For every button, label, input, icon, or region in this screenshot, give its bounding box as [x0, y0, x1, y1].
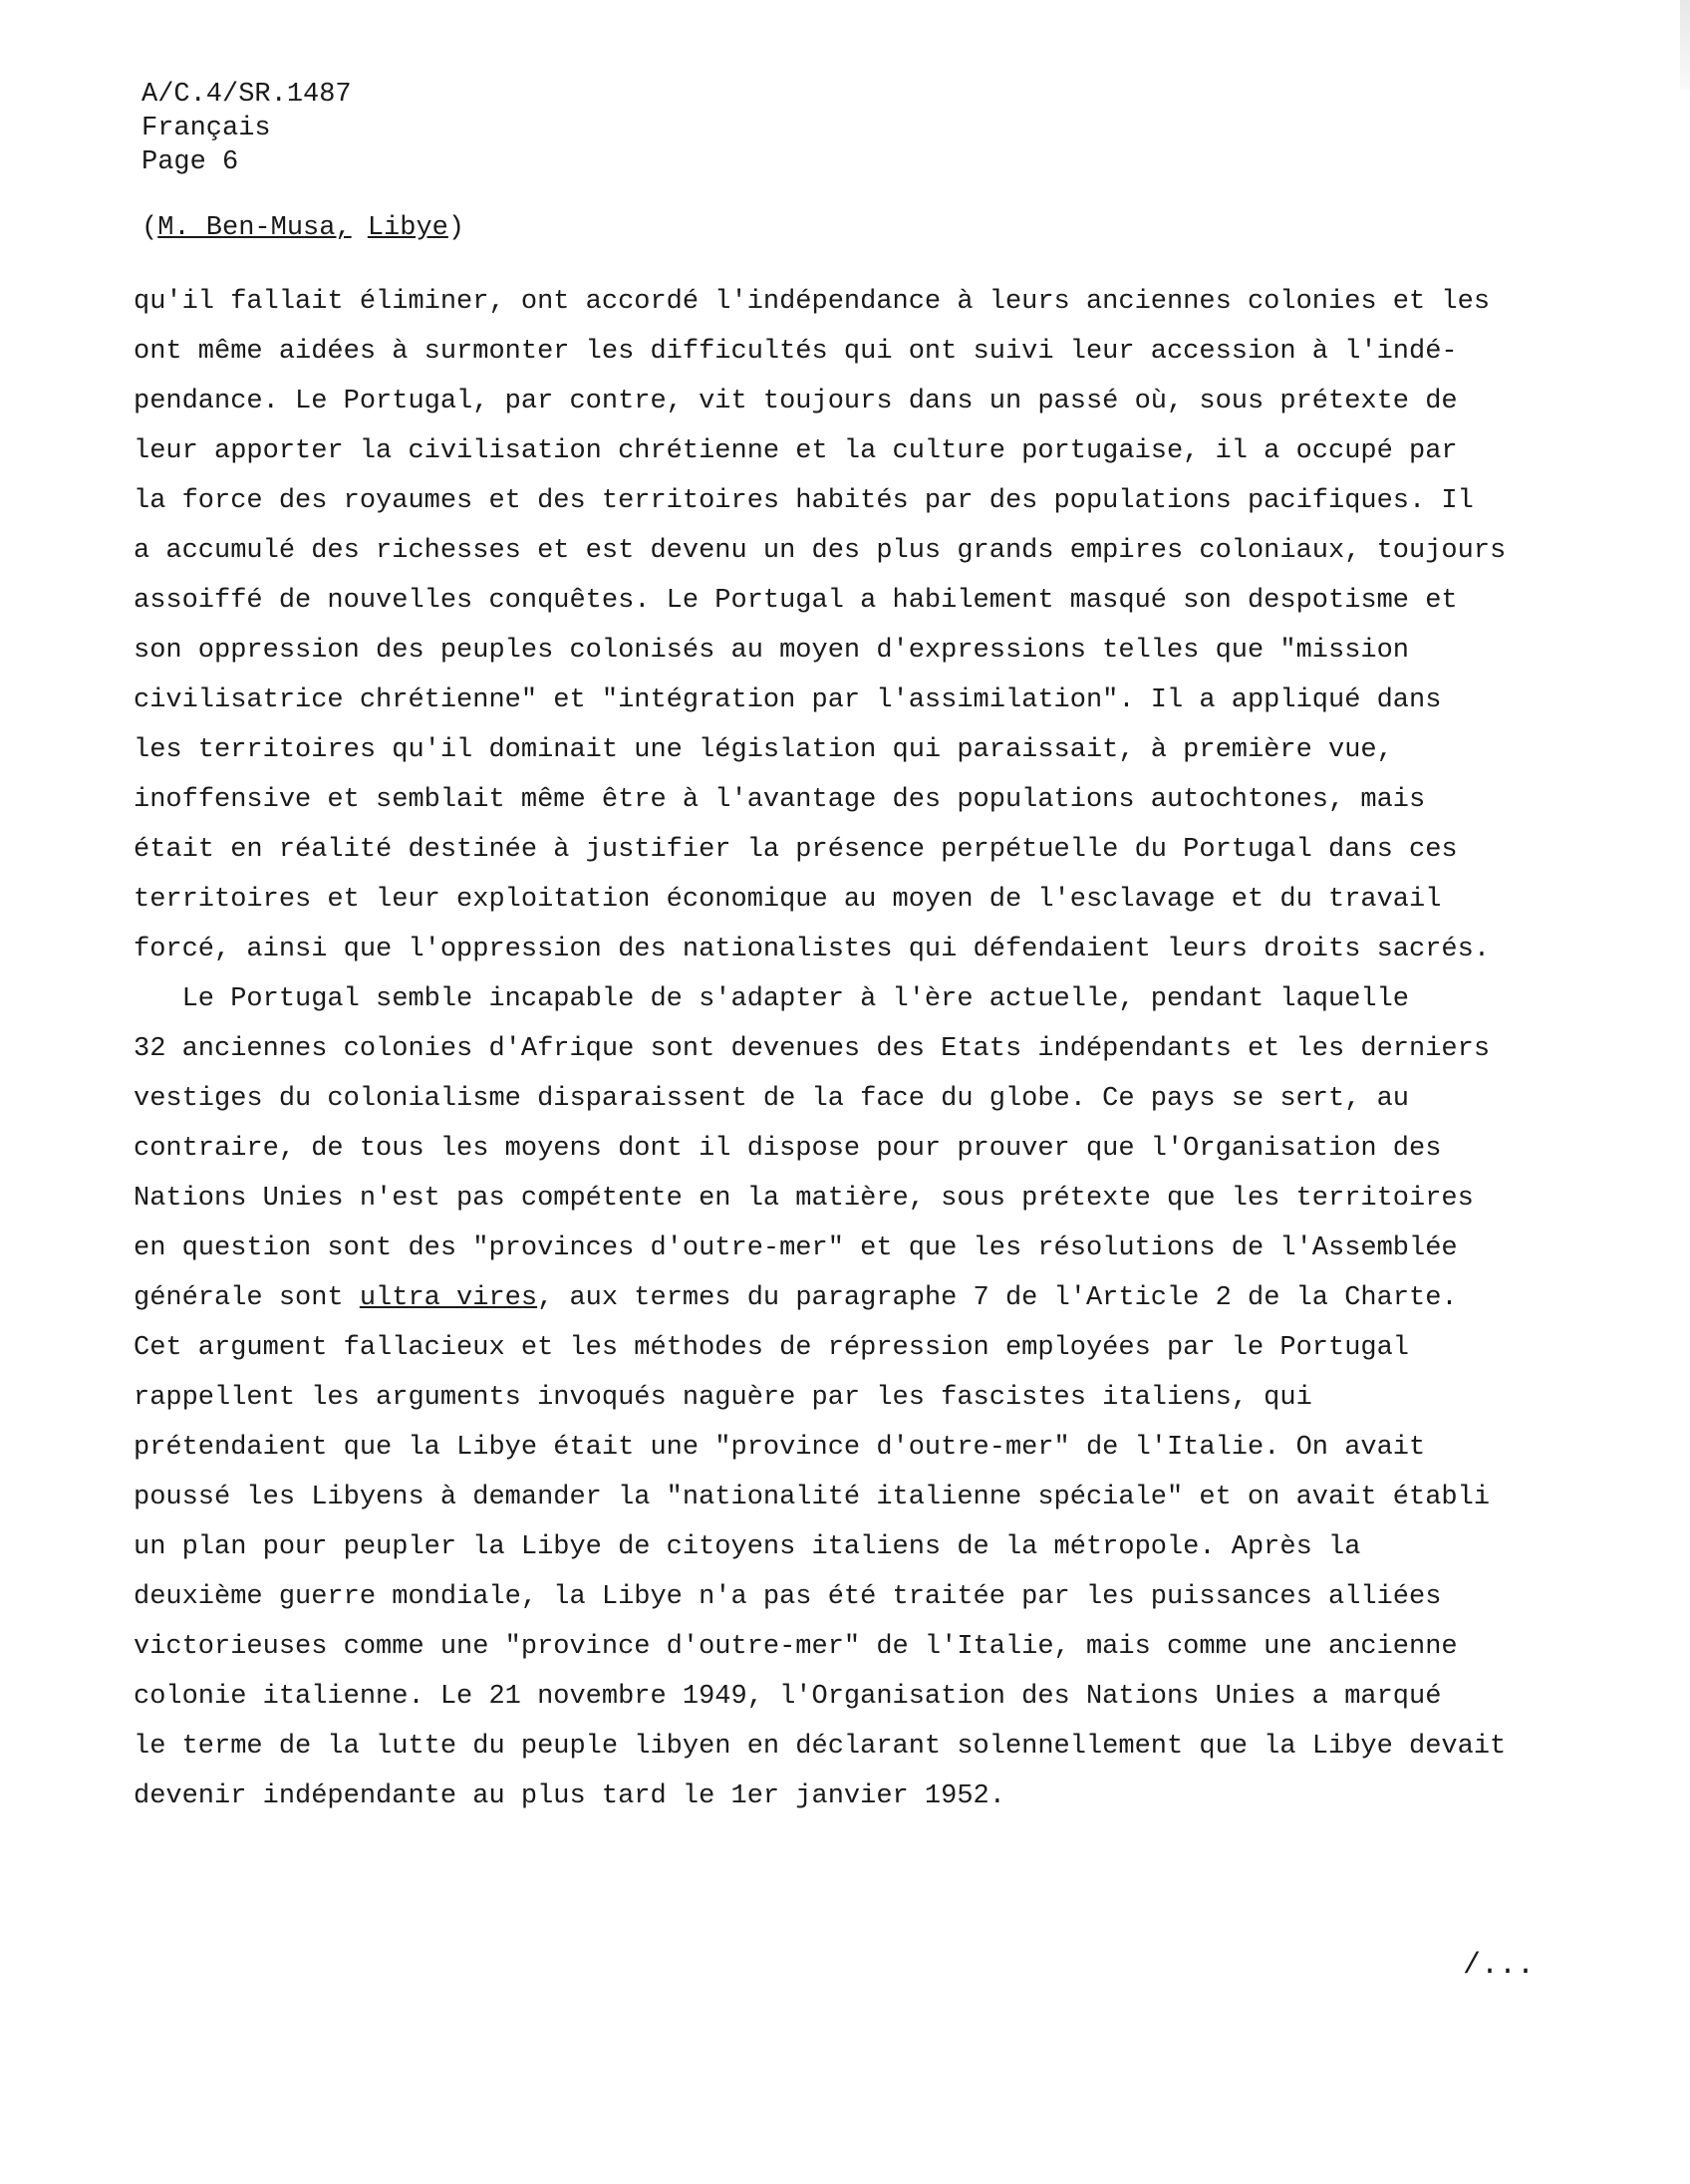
body-text	[134, 277, 1558, 1821]
text-line: Nations Unies n'est pas compétente en la matière, sous prétexte que les territoires	[134, 1184, 1474, 1214]
text-line: poussé les Libyens à demander la "nationalité italienne spéciale" et on avait établi	[134, 1483, 1491, 1512]
text-line: a accumulé des richesses et est devenu un des plus grands empires coloniaux, toujours	[134, 536, 1507, 566]
text-line: qu'il fallait éliminer, ont accordé l'indépendance à leurs anciennes colonies et les	[134, 287, 1491, 317]
scan-speck	[1680, 0, 1690, 90]
text-line: colonie italienne. Le 21 novembre 1949, l'Organisation des Nations Unies a marqué	[134, 1682, 1442, 1712]
text-line: inoffensive et semblait même être à l'avantage des populations autochtones, mais	[134, 785, 1426, 815]
text-line: le terme de la lutte du peuple libyen en déclarant solennellement que la Libye devait	[134, 1732, 1507, 1762]
text-line: pendance. Le Portugal, par contre, vit toujours dans un passé où, sous prétexte de	[134, 387, 1458, 416]
text-line: assoiffé de nouvelles conquêtes. Le Portugal a habilement masqué son despotisme et	[134, 586, 1458, 616]
text-line: deuxième guerre mondiale, la Libye n'a pas été traitée par les puissances alliées	[134, 1582, 1442, 1612]
text-fragment: , aux termes du paragraphe 7 de l'Article 2 de la Charte.	[537, 1283, 1458, 1313]
text-line: en question sont des "provinces d'outre-mer" et que les résolutions de l'Assemblée	[134, 1233, 1458, 1263]
speaker-close-paren: )	[447, 213, 465, 243]
continuation-mark: /...	[1463, 1949, 1536, 1983]
text-line: victorieuses comme une "province d'outre-mer" de l'Italie, mais comme une ancienne	[134, 1632, 1458, 1662]
text-line: forcé, ainsi que l'oppression des nationalistes qui défendaient leurs droits sacrés.	[134, 935, 1491, 964]
speaker-country: Libye	[367, 213, 448, 243]
text-line: Le Portugal semble incapable de s'adapter à l'ère actuelle, pendant laquelle	[134, 984, 1410, 1014]
text-line: ont même aidées à surmonter les difficultés qui ont suivi leur accession à l'indé-	[134, 337, 1458, 367]
speaker-name: M. Ben-Musa,	[157, 213, 352, 243]
document-header	[141, 78, 352, 179]
latin-term: ultra vires	[359, 1283, 538, 1313]
document-language: Français	[141, 114, 271, 143]
text-line: devenir indépendante au plus tard le 1er janvier 1952.	[134, 1781, 1005, 1811]
speaker-open-paren: (	[141, 213, 158, 243]
text-line	[134, 1273, 1558, 1323]
text-line: contraire, de tous les moyens dont il dispose pour prouver que l'Organisation des	[134, 1134, 1442, 1164]
text-line: prétendaient que la Libye était une "province d'outre-mer" de l'Italie. On avait	[134, 1433, 1426, 1463]
text-fragment: générale sont	[134, 1283, 360, 1313]
text-line: un plan pour peupler la Libye de citoyens italiens de la métropole. Après la	[134, 1532, 1361, 1562]
text-line: 32 anciennes colonies d'Afrique sont devenues des Etats indépendants et les derniers	[134, 1034, 1491, 1064]
text-line: civilisatrice chrétienne" et "intégration par l'assimilation". Il a appliqué dans	[134, 685, 1442, 715]
text-line: leur apporter la civilisation chrétienne et la culture portugaise, il a occupé par	[134, 436, 1458, 466]
page-number: Page 6	[141, 147, 239, 177]
text-line: la force des royaumes et des territoires habités par des populations pacifiques. Il	[134, 486, 1474, 516]
text-line: territoires et leur exploitation économique au moyen de l'esclavage et du travail	[134, 885, 1442, 915]
text-line: Cet argument fallacieux et les méthodes de répression employées par le Portugal	[134, 1333, 1410, 1363]
text-line: son oppression des peuples colonisés au moyen d'expressions telles que "mission	[134, 636, 1410, 666]
text-line: était en réalité destinée à justifier la présence perpétuelle du Portugal dans ces	[134, 835, 1458, 865]
text-line: vestiges du colonialisme disparaissent de la face du globe. Ce pays se sert, au	[134, 1084, 1410, 1114]
text-line: les territoires qu'il dominait une législation qui paraissait, à première vue,	[134, 735, 1393, 765]
text-line: rappellent les arguments invoqués naguère par les fascistes italiens, qui	[134, 1383, 1312, 1413]
speaker-attribution	[141, 211, 464, 245]
document-symbol: A/C.4/SR.1487	[141, 80, 352, 110]
